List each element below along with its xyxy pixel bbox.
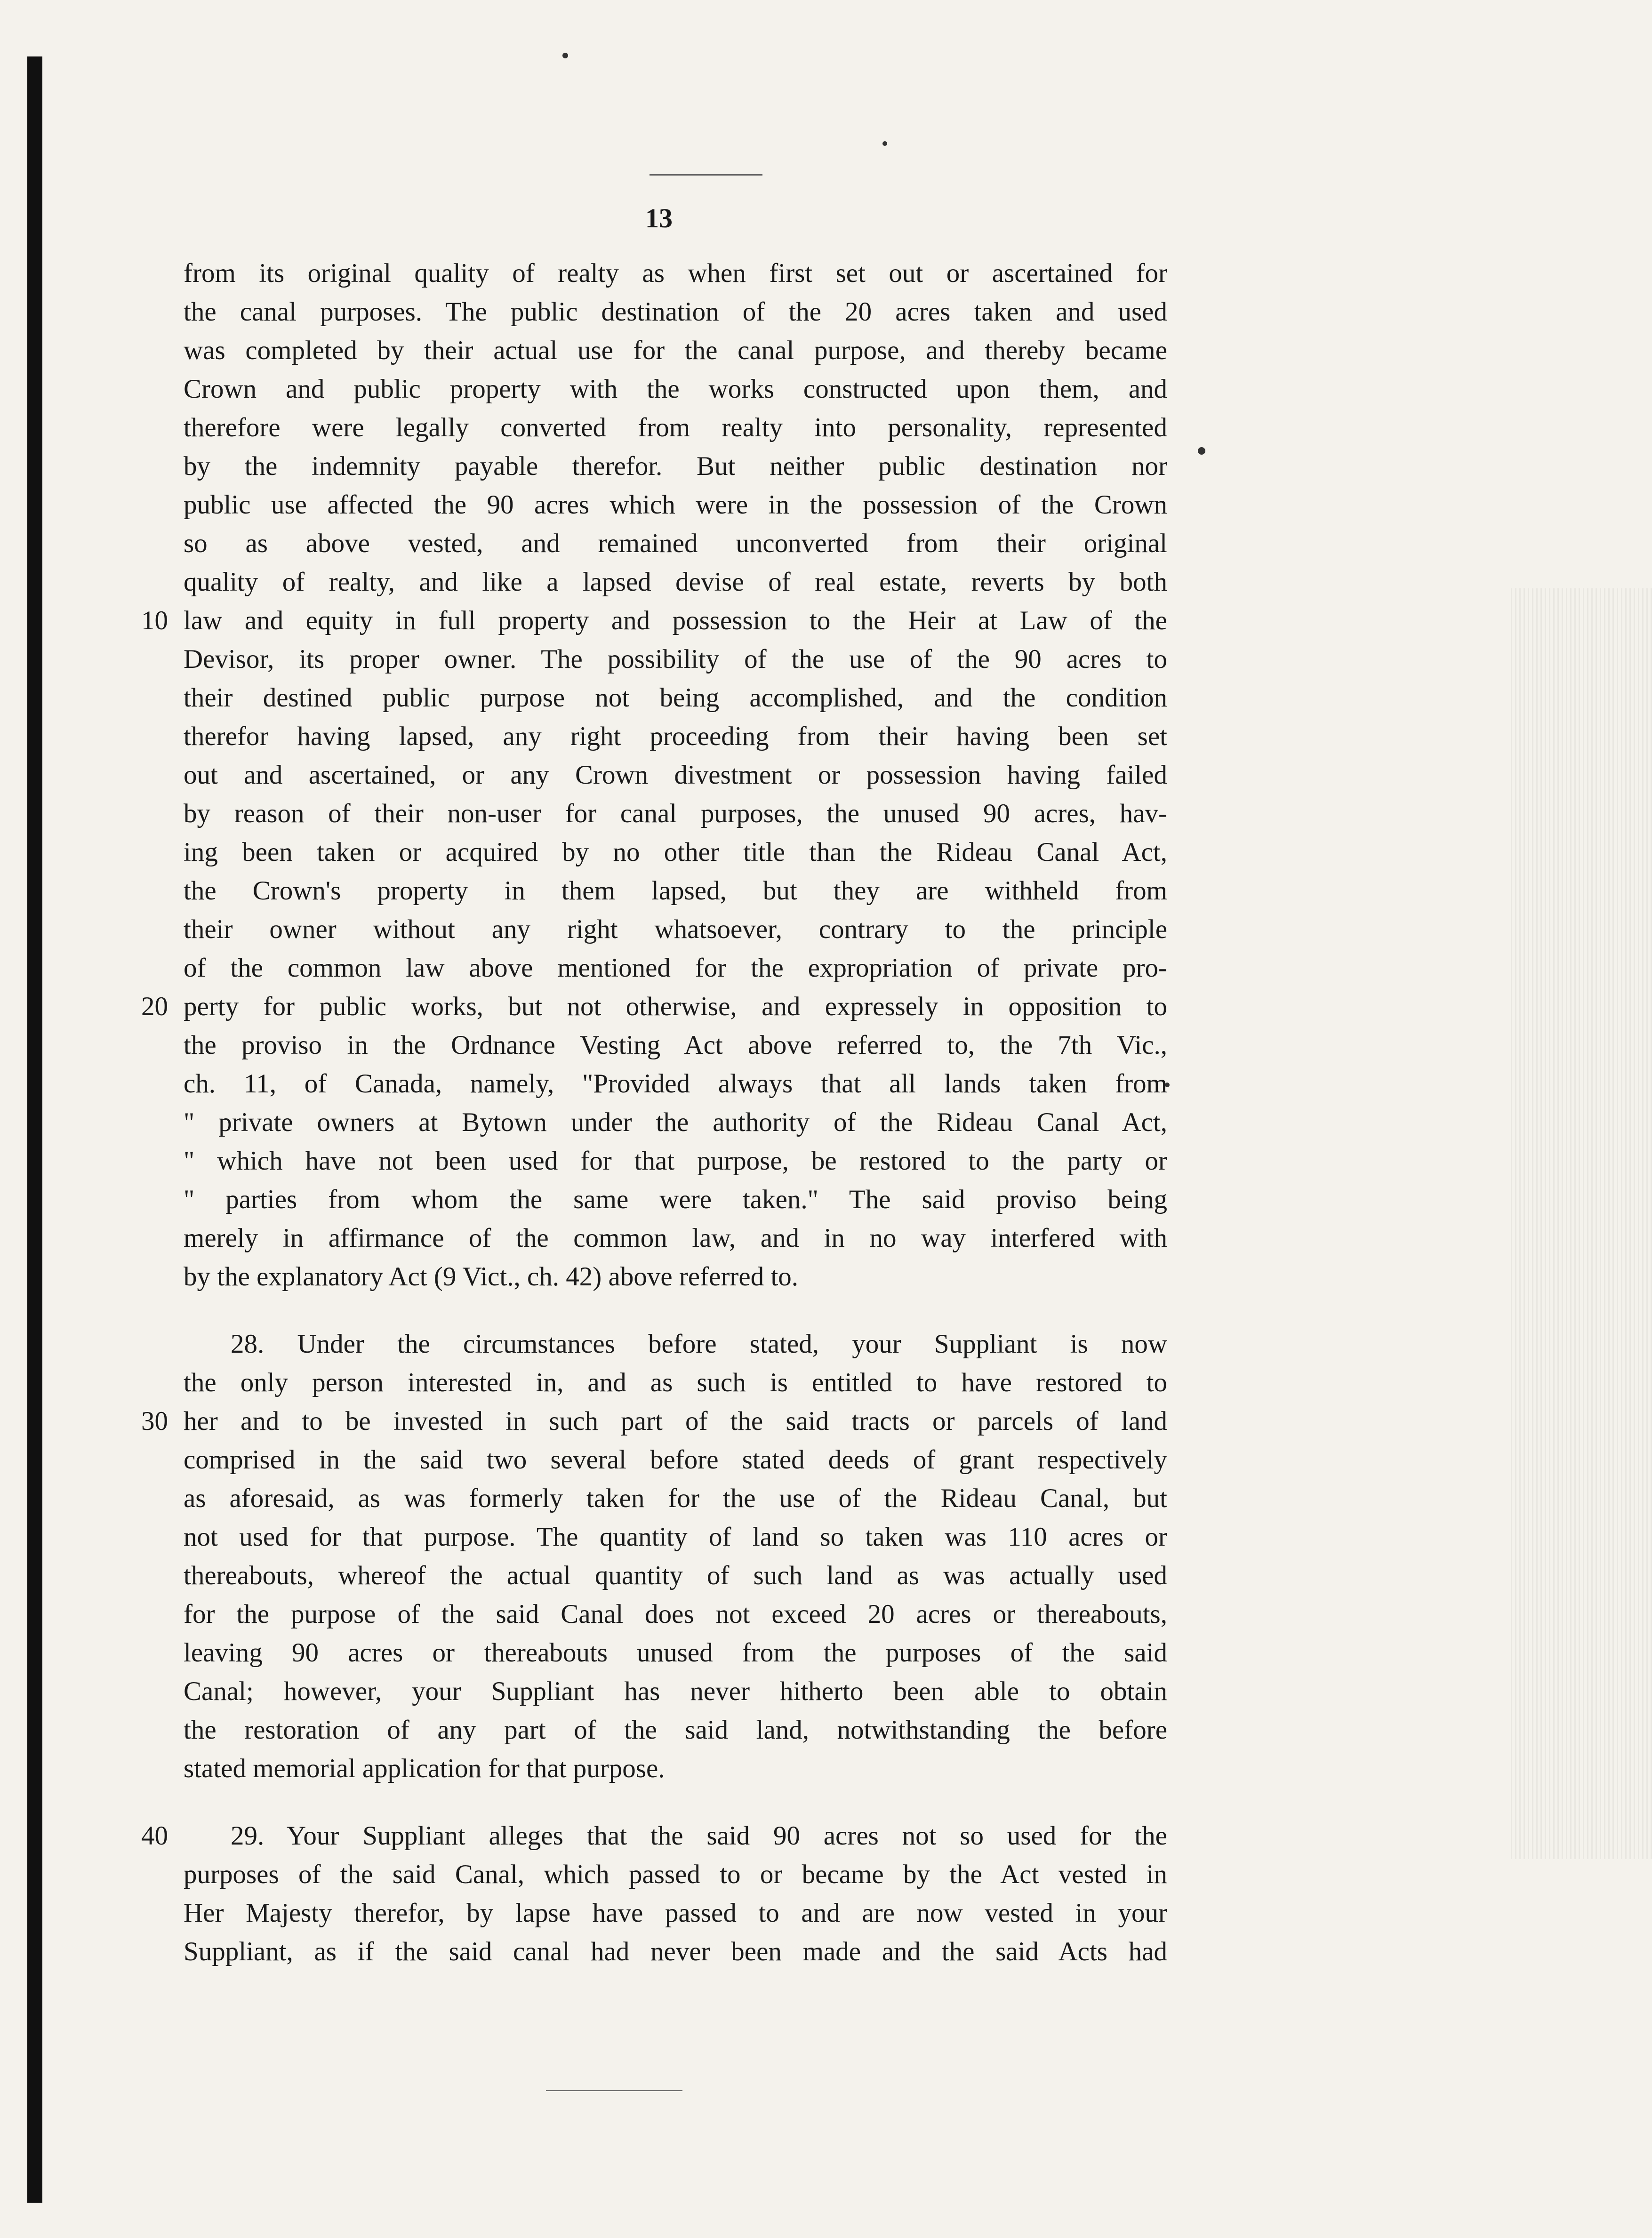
text-line: the restoration of any part of the said land, notwithstanding the before [184, 1715, 1167, 1745]
text-line: 28. Under the circumstances before stated, your Suppliant is now [231, 1329, 1167, 1359]
scan-speck [882, 141, 887, 146]
page-number: 13 [645, 203, 673, 233]
text-line: Suppliant, as if the said canal had never been made and the said Acts had [184, 1937, 1167, 1966]
text-line: leaving 90 acres or thereabouts unused from the purposes of the said [184, 1638, 1167, 1668]
text-line: not used for that purpose. The quantity of land so taken was 110 acres or [184, 1522, 1167, 1552]
text-line: law and equity in full property and possession to the Heir at Law of the [184, 606, 1167, 635]
text-line: for the purpose of the said Canal does not exceed 20 acres or thereabouts, [184, 1599, 1167, 1629]
text-line: perty for public works, but not otherwise, and expressely in opposition to [184, 992, 1167, 1021]
text-line: " private owners at Bytown under the authority of the Rideau Canal Act, [184, 1107, 1167, 1137]
text-line: purposes of the said Canal, which passed to or became by the Act vested in [184, 1860, 1167, 1889]
text-line: their destined public purpose not being accomplished, and the condition [184, 683, 1167, 713]
text-line: so as above vested, and remained unconverted from their original [184, 529, 1167, 558]
text-line: as aforesaid, as was formerly taken for the use of the Rideau Canal, but [184, 1484, 1167, 1513]
text-line: the only person interested in, and as such is entitled to have restored to [184, 1368, 1167, 1397]
text-line: ch. 11, of Canada, namely, "Provided always that all lands taken from [184, 1069, 1167, 1099]
text-line: was completed by their actual use for the canal purpose, and thereby became [184, 336, 1167, 365]
text-line: their owner without any right whatsoever, contrary to the principle [184, 914, 1167, 944]
text-line: Canal; however, your Suppliant has never hitherto been able to obtain [184, 1676, 1167, 1706]
text-line: therefor having lapsed, any right proceeding from their having been set [184, 722, 1167, 751]
text-line: of the common law above mentioned for the expropriation of private pro- [184, 953, 1167, 983]
text-line: by reason of their non-user for canal purposes, the unused 90 acres, hav- [184, 799, 1167, 828]
text-line: by the explanatory Act (9 Vict., ch. 42) above referred to. [184, 1262, 799, 1291]
text-line: public use affected the 90 acres which were in the possession of the Crown [184, 490, 1167, 520]
text-line: Her Majesty therefor, by lapse have passed to and are now vested in your [184, 1898, 1167, 1928]
text-line: 29. Your Suppliant alleges that the said 90 acres not so used for the [231, 1821, 1167, 1851]
text-line: quality of realty, and like a lapsed devise of real estate, reverts by both [184, 567, 1167, 597]
text-line: her and to be invested in such part of the said tracts or parcels of land [184, 1406, 1167, 1436]
scan-speck [1198, 447, 1205, 455]
line-number: 20 [141, 992, 168, 1021]
text-line: Devisor, its proper owner. The possibility of the use of the 90 acres to [184, 644, 1167, 674]
text-line: ing been taken or acquired by no other title than the Rideau Canal Act, [184, 837, 1167, 867]
text-line: the proviso in the Ordnance Vesting Act above referred to, the 7th Vic., [184, 1030, 1167, 1060]
text-line: merely in affirmance of the common law, and in no way interfered with [184, 1223, 1167, 1253]
line-number: 10 [141, 606, 168, 635]
text-line: stated memorial application for that purpose. [184, 1754, 665, 1783]
text-line: from its original quality of realty as when first set out or ascertained for [184, 258, 1167, 288]
binding-shadow [27, 56, 42, 2203]
line-number: 40 [141, 1821, 168, 1851]
scan-mark [546, 2090, 682, 2091]
text-line: " parties from whom the same were taken." The said proviso being [184, 1185, 1167, 1214]
text-line: by the indemnity payable therefor. But neither public destination nor [184, 451, 1167, 481]
text-line: the canal purposes. The public destination of the 20 acres taken and used [184, 297, 1167, 327]
text-line: " which have not been used for that purpose, be restored to the party or [184, 1146, 1167, 1176]
text-line: therefore were legally converted from realty into personality, represented [184, 413, 1167, 442]
line-number: 30 [141, 1406, 168, 1436]
text-line: thereabouts, whereof the actual quantity of such land as was actually used [184, 1561, 1167, 1590]
scan-speck [562, 53, 568, 58]
text-line: the Crown's property in them lapsed, but they are withheld from [184, 876, 1167, 906]
scan-mark [650, 174, 762, 176]
text-line: out and ascertained, or any Crown divestment or possession having failed [184, 760, 1167, 790]
scan-edge-noise [1511, 588, 1652, 1859]
text-line: Crown and public property with the works constructed upon them, and [184, 374, 1167, 404]
text-line: comprised in the said two several before stated deeds of grant respectively [184, 1445, 1167, 1475]
